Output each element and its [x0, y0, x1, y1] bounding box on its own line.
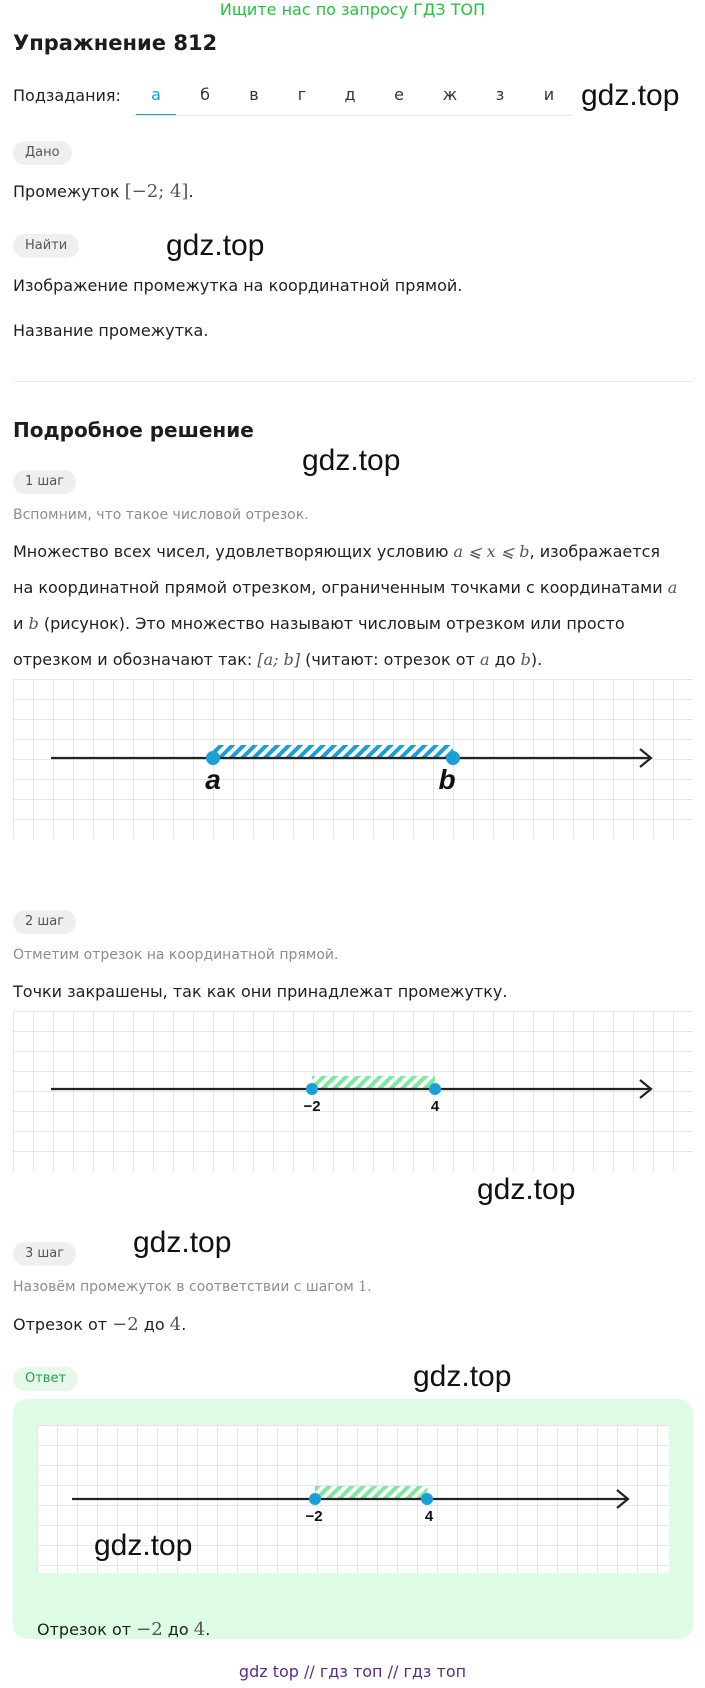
tabs-underline	[133, 115, 573, 116]
interval-hatch	[312, 1076, 435, 1089]
tab-g[interactable]: г	[297, 85, 307, 104]
label-left: −2	[303, 1098, 321, 1115]
given-text: Промежуток [−2; 4].	[13, 181, 194, 202]
step1-hint: Вспомним, что такое числовой отрезок.	[13, 507, 309, 523]
page-title: Упражнение 812	[13, 31, 218, 55]
label-a: a	[205, 764, 221, 795]
find-line-2: Название промежутка.	[13, 321, 209, 340]
step2-figure	[13, 1011, 693, 1171]
point-b	[446, 751, 460, 765]
footer-links[interactable]: gdz top // гдз топ // гдз топ	[238, 1662, 467, 1681]
step3-hint: Назовём промежуток в соответствии с шагом 1.	[13, 1279, 372, 1295]
subtask-tabs	[133, 84, 573, 116]
step2-chip: 2 шаг	[13, 910, 76, 934]
top-banner: Ищите нас по запросу ГДЗ ТОП	[219, 0, 486, 19]
point-right	[421, 1493, 433, 1505]
label-right: 4	[430, 1098, 440, 1115]
interval-hatch	[315, 1486, 427, 1499]
label-b: b	[438, 764, 456, 795]
watermark: gdz.top	[94, 1529, 193, 1562]
find-line-1: Изображение промежутка на координатной прямой.	[13, 276, 463, 295]
tab-b[interactable]: б	[200, 85, 210, 104]
point-a	[206, 751, 220, 765]
subtasks-label: Подзадания:	[13, 86, 121, 105]
step1-line-2: на координатной прямой отрезком, ограниченным точками с координатами a	[13, 578, 678, 597]
watermark: gdz.top	[133, 1226, 232, 1259]
step2-text: Точки закрашены, так как они принадлежат промежутку.	[13, 982, 508, 1001]
tab-zh[interactable]: ж	[442, 85, 458, 104]
step1-line-1: Множество всех чисел, удовлетворяющих условию a ⩽ x ⩽ b, изображается	[13, 542, 661, 561]
watermark: gdz.top	[302, 444, 401, 477]
watermark: gdz.top	[166, 229, 265, 262]
step3-text: Отрезок от −2 до 4.	[13, 1314, 187, 1335]
watermark: gdz.top	[477, 1173, 576, 1206]
step2-grid	[13, 1011, 693, 1171]
solution-title: Подробное решение	[13, 418, 254, 442]
tab-i[interactable]: и	[543, 85, 555, 104]
step1-line-3: и b (рисунок). Это множество называют числовым отрезком или просто	[13, 614, 625, 633]
section-divider	[13, 381, 693, 382]
tab-d[interactable]: д	[344, 85, 356, 104]
watermark: gdz.top	[581, 79, 680, 112]
answer-text: Отрезок от −2 до 4.	[37, 1619, 211, 1640]
given-chip: Дано	[13, 141, 72, 165]
find-chip: Найти	[13, 234, 79, 258]
step1-chip: 1 шаг	[13, 470, 76, 494]
watermark: gdz.top	[413, 1360, 512, 1393]
point-right	[429, 1083, 441, 1095]
step3-chip: 3 шаг	[13, 1242, 76, 1266]
tab-v[interactable]: в	[249, 85, 259, 104]
step2-hint: Отметим отрезок на координатной прямой.	[13, 947, 339, 963]
tab-z[interactable]: з	[495, 85, 505, 104]
number-line-figure	[13, 679, 693, 839]
label-right: 4	[424, 1508, 434, 1525]
point-left	[306, 1083, 318, 1095]
interval-hatch	[213, 745, 453, 758]
number-line-grid	[13, 679, 693, 839]
step1-line-4: отрезком и обозначают так: [a; b] (читают: отрезок от a до b).	[13, 650, 543, 669]
answer-chip: Ответ	[13, 1367, 78, 1391]
point-left	[309, 1493, 321, 1505]
tab-a[interactable]: а	[136, 84, 176, 116]
tab-e[interactable]: е	[394, 85, 404, 104]
label-left: −2	[305, 1508, 323, 1525]
